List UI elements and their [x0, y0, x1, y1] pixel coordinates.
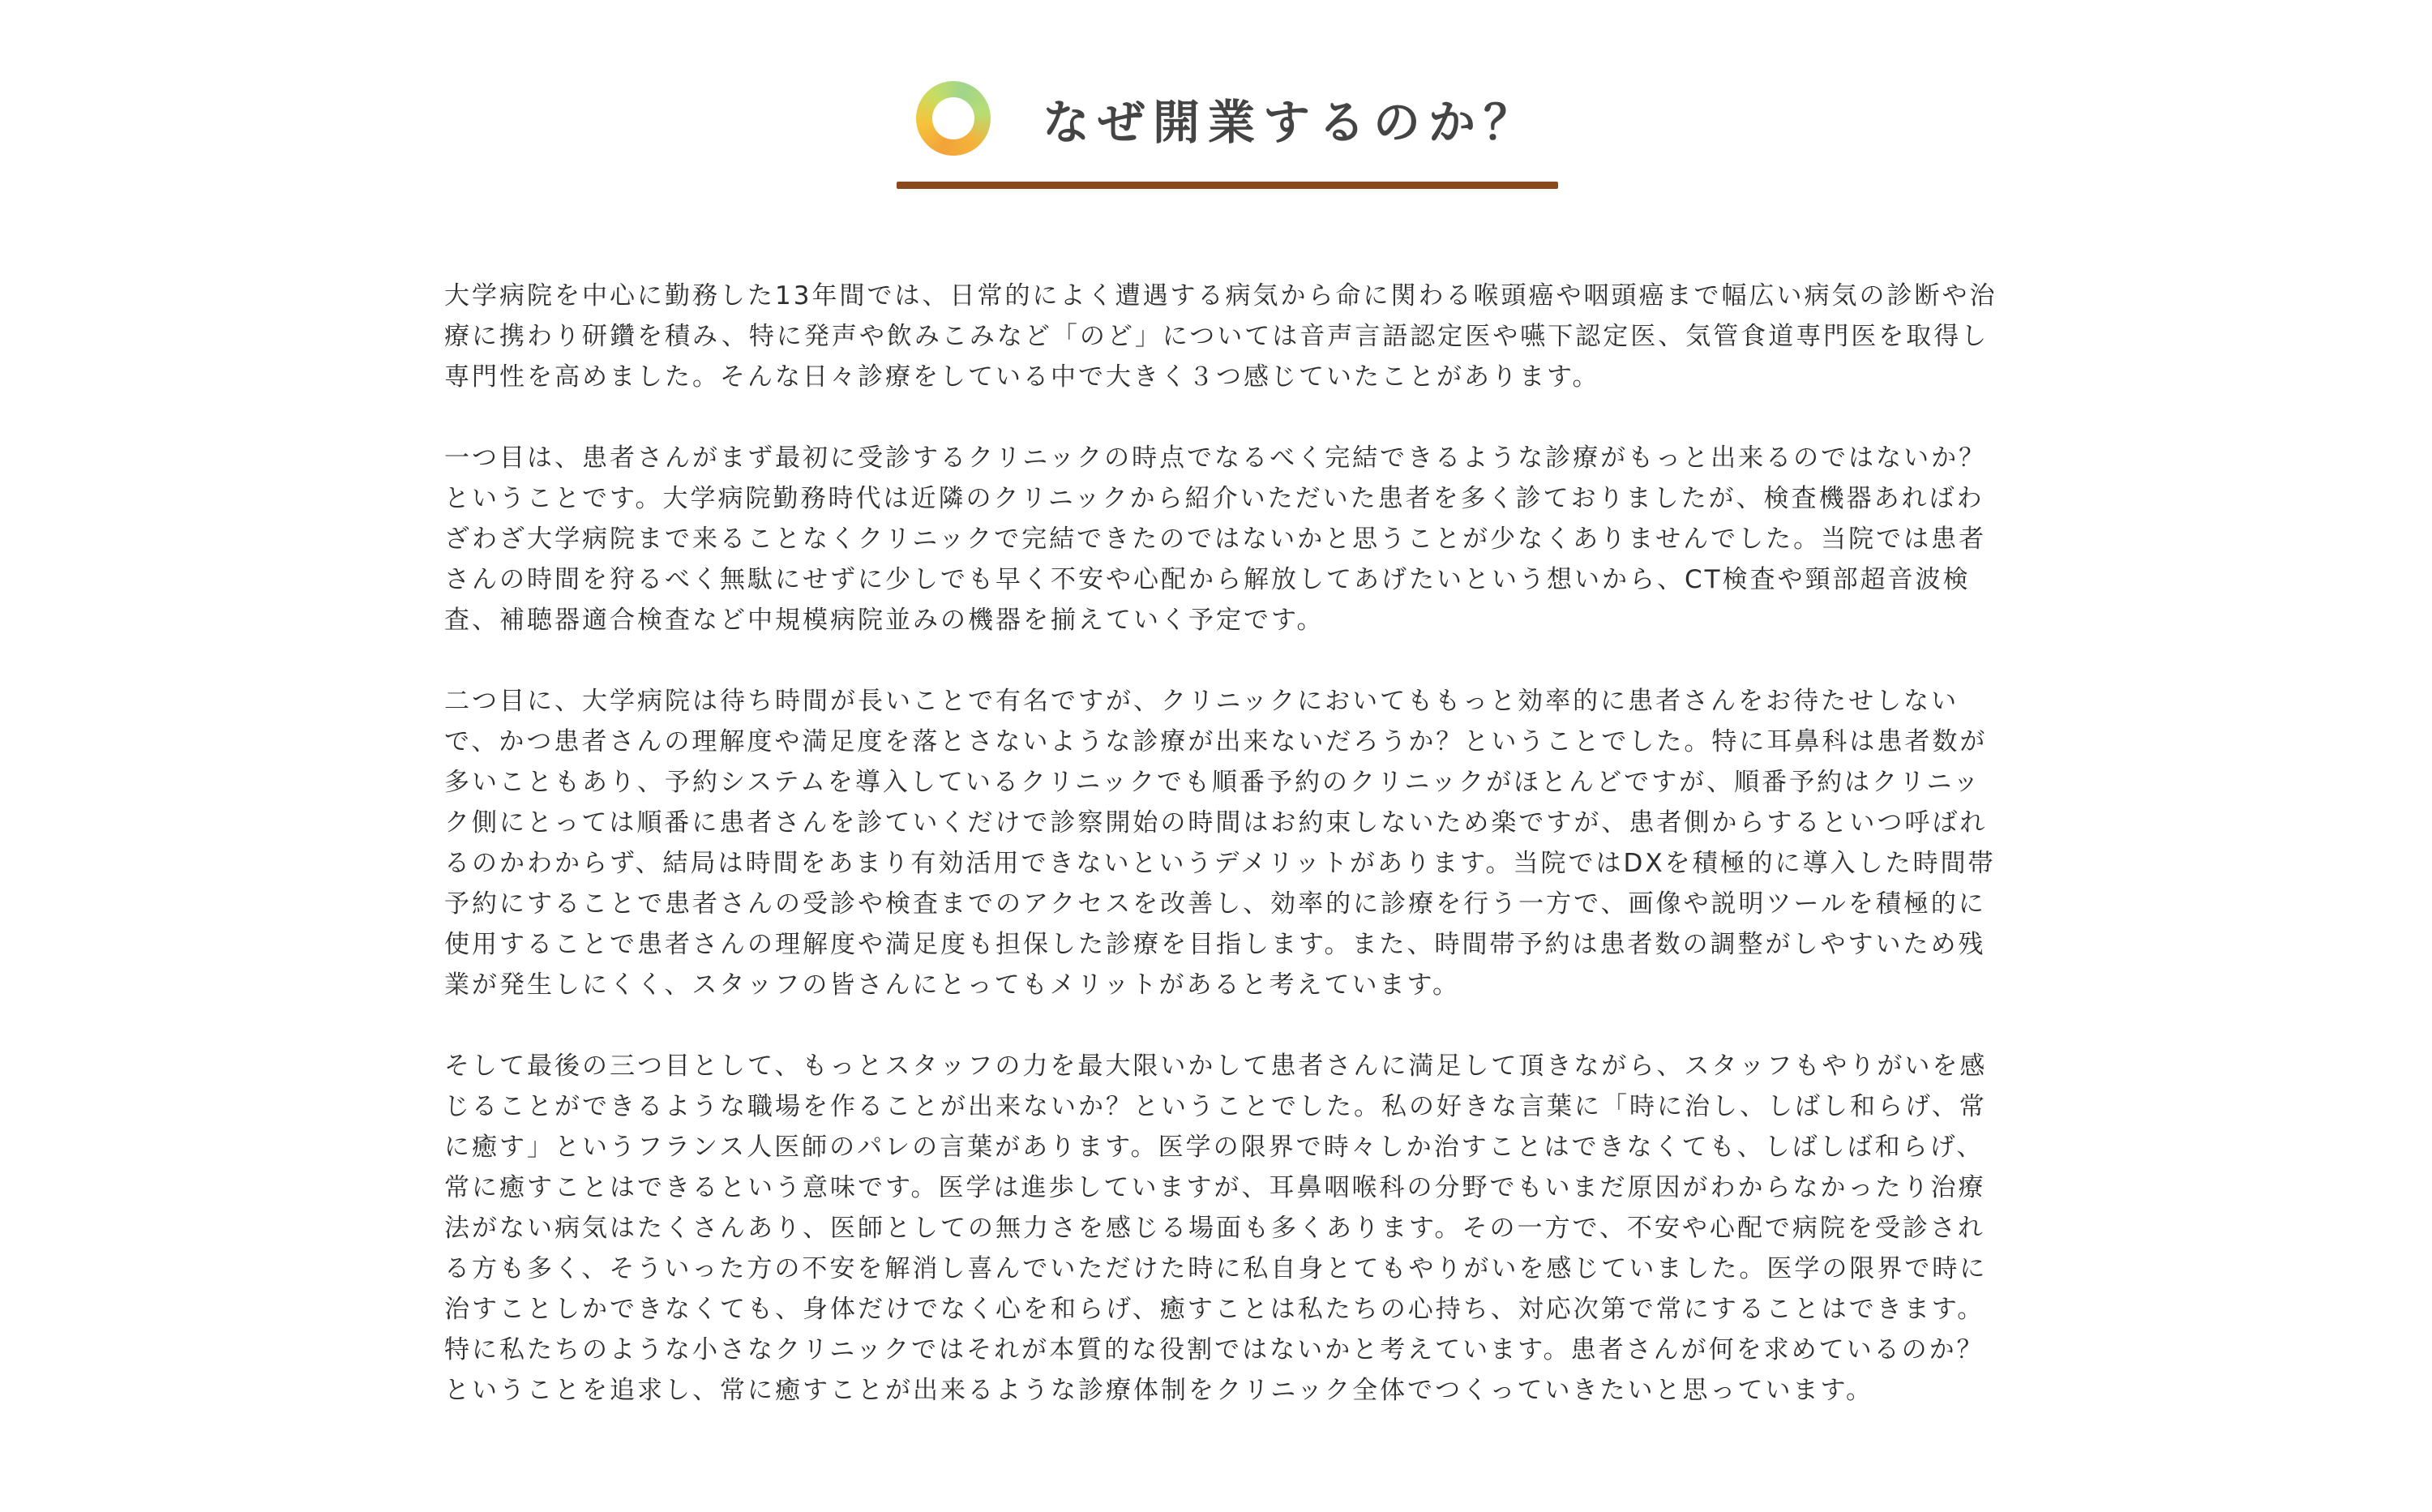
paragraph-intro: 大学病院を中心に勤務した13年間では、日常的によく遭遇する病気から命に関わる喉頭癌や咽頭癌まで幅広い病気の診断や治療に携わり研鑽を積み、特に発声や飲みこみなど「のど」については音声言語認定医や嚥下認定医、気管食道専門医を取得し専門性を高めました。そんな日々診療をしている中で大きく３つ感じていたことがあります。 [444, 281, 1997, 392]
ring-icon [916, 81, 991, 156]
title-underline [897, 182, 1558, 189]
paragraph-third-reason: そして最後の三つ目として、もっとスタッフの力を最大限いかして患者さんに満足して頂きながら、スタッフもやりがいを感じることができるような職場を作ることが出来ないか？ということでした。私の好きな言葉に「時に治し、しばし和らげ、常に癒す」というフランス人医師のパレの言葉があります。医学の限界で時々しか治すことはできなくても、しばしば和らげ、常に癒すことはできるという意味です。医学は進歩していますが、耳鼻咽喉科の分野でもいまだ原因がわからなかったり治療法がない病気はたくさんあり、医師としての無力さを感じる場面も多くあります。その一方で、不安や心配で病院を受診される方も多く、そういった方の不安を解消し喜んでいただけた時に私自身とてもやりがいを感じていました。医学の限界で時に治すことしかできなくても、身体だけでなく心を和らげ、癒すことは私たちの心持ち、対応次第で常にすることはできます。特に私たちのような小さなクリニックではそれが本質的な役割ではないかと考えています。患者さんが何を求めているのか？ということを追求し、常に癒すことが出来るような診療体制をクリニック全体でつくっていきたいと思っています。 [444, 1052, 1988, 1405]
paragraph-second-reason: 二つ目に、大学病院は待ち時間が長いことで有名ですが、クリニックにおいてももっと効率的に患者さんをお待たせしないで、かつ患者さんの理解度や満足度を落とさないような診療が出来ないだろうか？ということでした。特に耳鼻科は患者数が多いこともあり、予約システムを導入しているクリニックでも順番予約のクリニックがほとんどですが、順番予約はクリニック側にとっては順番に患者さんを診ていくだけで診察開始の時間はお約束しないため楽ですが、患者側からするといつ呼ばれるのかわからず、結局は時間をあまり有効活用できないというデメリットがあります。当院ではDXを積極的に導入した時間帯予約にすることで患者さんの受診や検査までのアクセスを改善し、効率的に診療を行う一方で、画像や説明ツールを積極的に使用することで患者さんの理解度や満足度も担保した診療を目指します。また、時間帯予約は患者数の調整がしやすいため残業が発生しにくく、スタッフの皆さんにとってもメリットがあると考えています。 [444, 687, 1996, 1000]
paragraph-first-reason: 一つ目は、患者さんがまず最初に受診するクリニックの時点でなるべく完結できるような診療がもっと出来るのではないか？ということです。大学病院勤務時代は近隣のクリニックから紹介いただいた患者を多く診ておりましたが、検査機器あればわざわざ大学病院まで来ることなくクリニックで完結できたのではないかと思うことが少なくありませんでした。当院では患者さんの時間を狩るべく無駄にせずに少しでも早く不安や心配から解放してあげたいという想いから、CT検査や頸部超音波検査、補聴器適合検査など中規模病院並みの機器を揃えていく予定です。 [444, 443, 1987, 635]
section-title: なぜ開業するのか？ [1043, 95, 1539, 150]
section-body [444, 276, 2001, 1411]
section-header [0, 0, 2432, 195]
section-title-row [916, 78, 1539, 159]
